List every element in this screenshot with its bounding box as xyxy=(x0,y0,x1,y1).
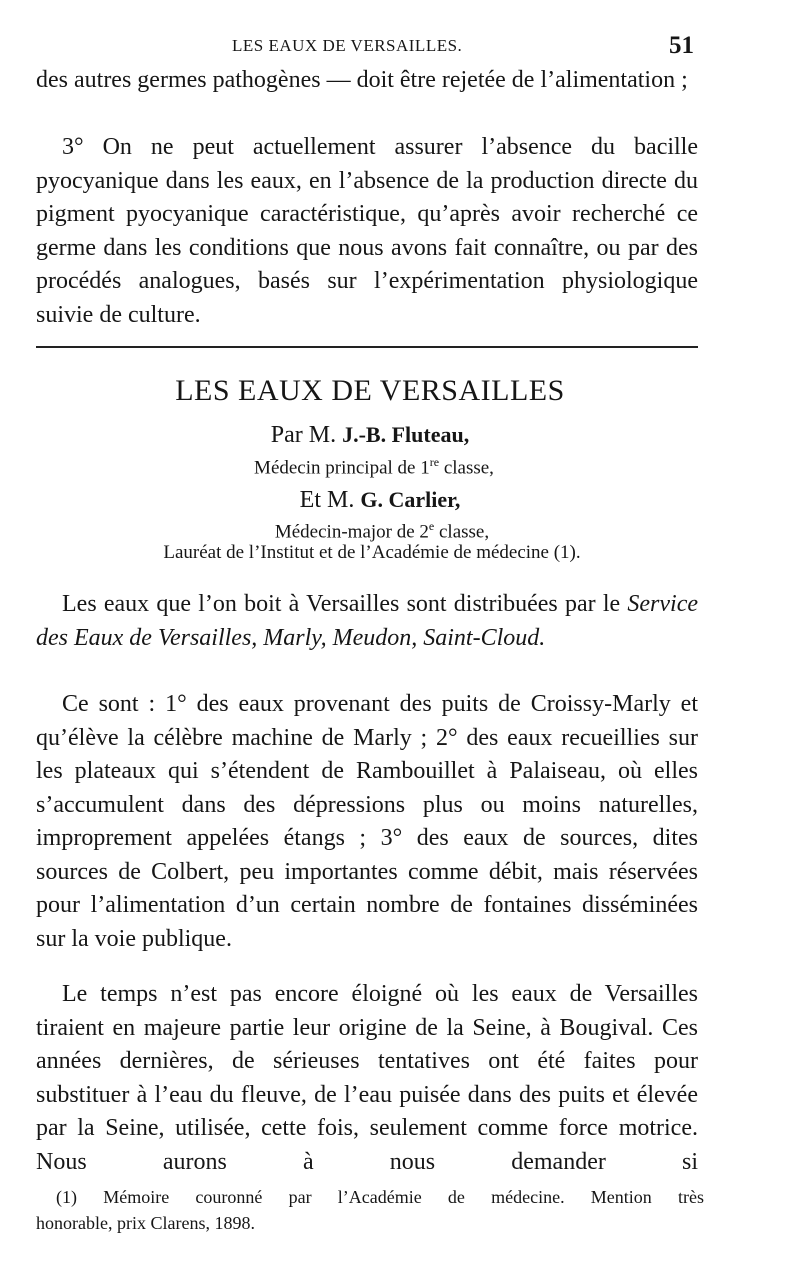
body-paragraph-2: Ce sont : 1° des eaux provenant des puits de Croissy-Marly et qu’élève la célèbre machine de Marly ; 2° des eaux recueillies sur les plateaux qui s’étendent de Rambouillet à Palaiseau, où elles s’accumulent dans des dépressions plus ou moins naturelles, improprement appelées étangs ; 3° des eaux de sources, dites sources de Colbert, peu importantes comme débit, mais réservées pour l’alimentation d’un certain nombre de fontaines disséminées sur la voie publique. xyxy=(36,691,698,952)
intro-paragraph-1: des autres germes pathogènes — doit être rejetée de l’alimentation ; xyxy=(36,67,688,93)
author-1-role-text: Médecin principal de 1 xyxy=(254,457,430,479)
footnote-line-2: honorable, prix Clarens, 1898. xyxy=(36,1213,255,1233)
author-1-line xyxy=(0,422,740,449)
section-divider xyxy=(36,346,698,348)
author-1-role xyxy=(4,455,744,479)
page-number: 51 xyxy=(669,32,694,59)
running-title: LES EAUX DE VERSAILLES. xyxy=(232,36,463,55)
author-2-role-suffix: classe, xyxy=(434,521,490,543)
author-2-name: G. Carlier, xyxy=(360,487,461,512)
author-1-name: J.-B. Fluteau, xyxy=(342,422,470,447)
author-1-role-suffix: classe, xyxy=(439,457,494,479)
article-title: LES EAUX DE VERSAILLES xyxy=(175,374,565,407)
service-name-italic: Service des Eaux de Versailles, Marly, Meudon, Saint-Cloud. xyxy=(36,591,698,651)
body-paragraph-3: Le temps n’est pas encore éloigné où les eaux de Versailles tiraient en majeure partie leur origine de la Seine, à Bougival. Ces années dernières, de sérieuses tentatives ont été faites pour substituer à l’eau du fleuve, de l’eau puisée dans des puits et élevée par la Seine, utilisée, cette fois, seulement comme force motrice. Nous aurons à nous demander si xyxy=(36,981,698,1175)
author-2-line xyxy=(10,487,750,514)
body-paragraph-1 xyxy=(36,588,698,655)
author-1-prefix: Par M. xyxy=(270,422,343,448)
author-2-prefix: Et M. xyxy=(299,487,361,513)
footnote xyxy=(36,1184,704,1236)
intro-paragraph-2: 3° On ne peut actuellement assurer l’absence du bacille pyocyanique dans les eaux, en l’absence de la production directe du pigment pyocyanique caractéristique, qu’après avoir recherché ce germe dans les conditions que nous avons fait connaître, ou par des procédés analogues, basés sur l’expérimentation physiologique suivie de culture. xyxy=(36,134,698,328)
running-header xyxy=(36,32,696,60)
author-2-role xyxy=(12,519,752,543)
footnote-line-1: (1) Mémoire couronné par l’Académie de médecine. Mention très xyxy=(56,1187,704,1207)
author-2-role-sup: e xyxy=(428,519,435,533)
body-paragraph-1-text: Les eaux que l’on boit à Versailles sont distribuées par le xyxy=(62,591,628,617)
author-2-role-text: Médecin-major de 2 xyxy=(274,521,429,543)
author-2-laureate: Lauréat de l’Institut et de l’Académie de médecine (1). xyxy=(163,542,581,563)
author-1-role-sup: re xyxy=(429,455,440,469)
